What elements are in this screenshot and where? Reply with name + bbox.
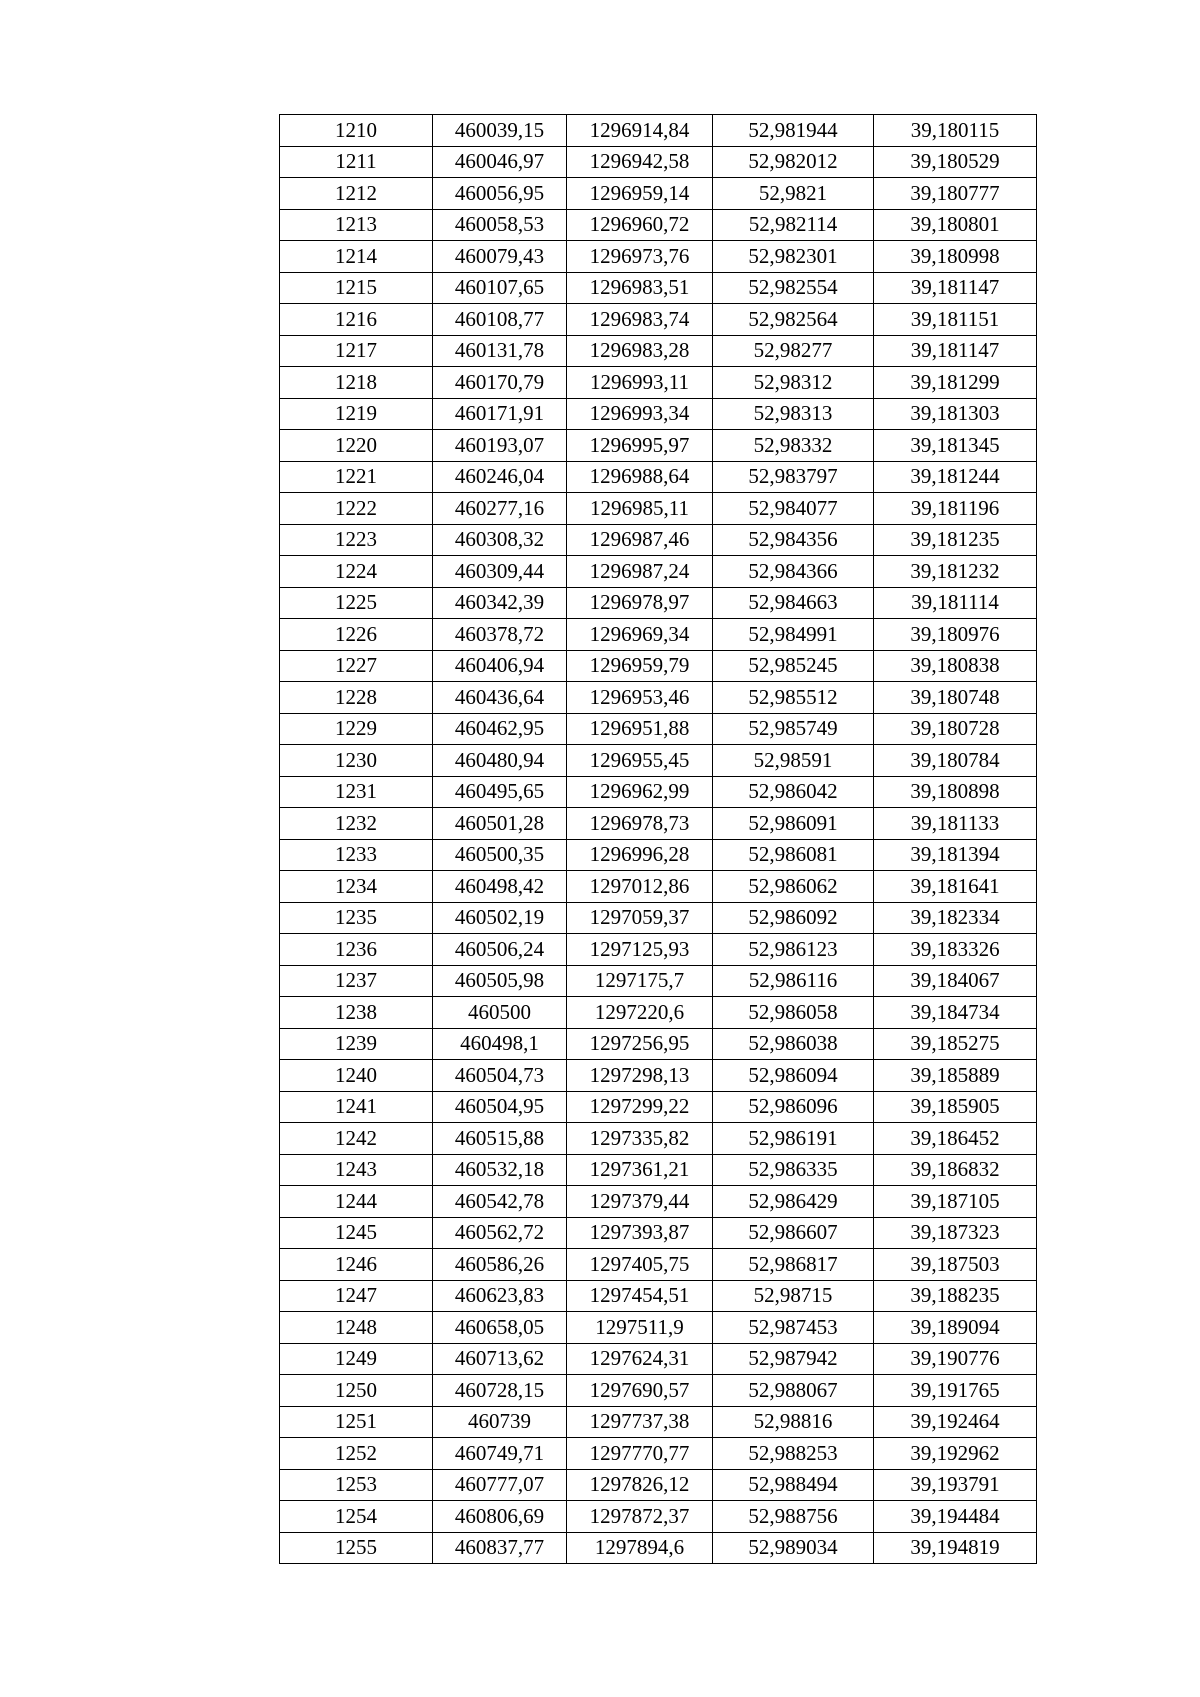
table-row <box>280 745 1037 777</box>
y-coordinate-cell: 1296959,79 <box>567 650 713 682</box>
y-coordinate-cell: 1296983,28 <box>567 335 713 367</box>
y-coordinate-cell: 1296973,76 <box>567 241 713 273</box>
x-coordinate-cell: 460504,95 <box>433 1091 567 1123</box>
latitude-cell: 52,986096 <box>713 1091 874 1123</box>
x-coordinate-cell: 460056,95 <box>433 178 567 210</box>
longitude-cell: 39,192464 <box>874 1406 1037 1438</box>
point-number-cell: 1225 <box>280 587 433 619</box>
longitude-cell: 39,180728 <box>874 713 1037 745</box>
longitude-cell: 39,187503 <box>874 1249 1037 1281</box>
latitude-cell: 52,986116 <box>713 965 874 997</box>
longitude-cell: 39,194819 <box>874 1532 1037 1564</box>
point-number-cell: 1247 <box>280 1280 433 1312</box>
latitude-cell: 52,988494 <box>713 1469 874 1501</box>
y-coordinate-cell: 1296987,24 <box>567 556 713 588</box>
latitude-cell: 52,982114 <box>713 209 874 241</box>
latitude-cell: 52,985245 <box>713 650 874 682</box>
point-number-cell: 1254 <box>280 1501 433 1533</box>
table-row <box>280 430 1037 462</box>
x-coordinate-cell: 460480,94 <box>433 745 567 777</box>
y-coordinate-cell: 1297256,95 <box>567 1028 713 1060</box>
point-number-cell: 1255 <box>280 1532 433 1564</box>
x-coordinate-cell: 460495,65 <box>433 776 567 808</box>
point-number-cell: 1217 <box>280 335 433 367</box>
longitude-cell: 39,181196 <box>874 493 1037 525</box>
longitude-cell: 39,180998 <box>874 241 1037 273</box>
point-number-cell: 1222 <box>280 493 433 525</box>
table-row <box>280 682 1037 714</box>
y-coordinate-cell: 1297335,82 <box>567 1123 713 1155</box>
latitude-cell: 52,981944 <box>713 115 874 147</box>
longitude-cell: 39,185889 <box>874 1060 1037 1092</box>
table-row <box>280 272 1037 304</box>
latitude-cell: 52,9821 <box>713 178 874 210</box>
longitude-cell: 39,181299 <box>874 367 1037 399</box>
table-row <box>280 1280 1037 1312</box>
longitude-cell: 39,184734 <box>874 997 1037 1029</box>
point-number-cell: 1237 <box>280 965 433 997</box>
latitude-cell: 52,986081 <box>713 839 874 871</box>
point-number-cell: 1236 <box>280 934 433 966</box>
point-number-cell: 1232 <box>280 808 433 840</box>
y-coordinate-cell: 1297220,6 <box>567 997 713 1029</box>
y-coordinate-cell: 1297690,57 <box>567 1375 713 1407</box>
longitude-cell: 39,180784 <box>874 745 1037 777</box>
table-row <box>280 619 1037 651</box>
longitude-cell: 39,185275 <box>874 1028 1037 1060</box>
y-coordinate-cell: 1297361,21 <box>567 1154 713 1186</box>
y-coordinate-cell: 1296987,46 <box>567 524 713 556</box>
latitude-cell: 52,98591 <box>713 745 874 777</box>
latitude-cell: 52,986607 <box>713 1217 874 1249</box>
x-coordinate-cell: 460107,65 <box>433 272 567 304</box>
x-coordinate-cell: 460170,79 <box>433 367 567 399</box>
x-coordinate-cell: 460406,94 <box>433 650 567 682</box>
x-coordinate-cell: 460728,15 <box>433 1375 567 1407</box>
y-coordinate-cell: 1296978,97 <box>567 587 713 619</box>
table-row <box>280 1469 1037 1501</box>
x-coordinate-cell: 460079,43 <box>433 241 567 273</box>
x-coordinate-cell: 460498,42 <box>433 871 567 903</box>
longitude-cell: 39,181244 <box>874 461 1037 493</box>
latitude-cell: 52,98816 <box>713 1406 874 1438</box>
x-coordinate-cell: 460749,71 <box>433 1438 567 1470</box>
table-row <box>280 493 1037 525</box>
latitude-cell: 52,984663 <box>713 587 874 619</box>
table-row <box>280 115 1037 147</box>
x-coordinate-cell: 460562,72 <box>433 1217 567 1249</box>
latitude-cell: 52,984991 <box>713 619 874 651</box>
latitude-cell: 52,986123 <box>713 934 874 966</box>
x-coordinate-cell: 460586,26 <box>433 1249 567 1281</box>
point-number-cell: 1212 <box>280 178 433 210</box>
x-coordinate-cell: 460837,77 <box>433 1532 567 1564</box>
x-coordinate-cell: 460246,04 <box>433 461 567 493</box>
x-coordinate-cell: 460806,69 <box>433 1501 567 1533</box>
y-coordinate-cell: 1297393,87 <box>567 1217 713 1249</box>
longitude-cell: 39,180777 <box>874 178 1037 210</box>
latitude-cell: 52,989034 <box>713 1532 874 1564</box>
point-number-cell: 1239 <box>280 1028 433 1060</box>
point-number-cell: 1213 <box>280 209 433 241</box>
y-coordinate-cell: 1296993,34 <box>567 398 713 430</box>
y-coordinate-cell: 1296962,99 <box>567 776 713 808</box>
longitude-cell: 39,194484 <box>874 1501 1037 1533</box>
x-coordinate-cell: 460500,35 <box>433 839 567 871</box>
x-coordinate-cell: 460058,53 <box>433 209 567 241</box>
latitude-cell: 52,988253 <box>713 1438 874 1470</box>
longitude-cell: 39,186452 <box>874 1123 1037 1155</box>
x-coordinate-cell: 460713,62 <box>433 1343 567 1375</box>
latitude-cell: 52,984366 <box>713 556 874 588</box>
x-coordinate-cell: 460308,32 <box>433 524 567 556</box>
longitude-cell: 39,185905 <box>874 1091 1037 1123</box>
y-coordinate-cell: 1296960,72 <box>567 209 713 241</box>
table-row <box>280 1060 1037 1092</box>
y-coordinate-cell: 1296983,74 <box>567 304 713 336</box>
longitude-cell: 39,181151 <box>874 304 1037 336</box>
point-number-cell: 1211 <box>280 146 433 178</box>
point-number-cell: 1219 <box>280 398 433 430</box>
y-coordinate-cell: 1296978,73 <box>567 808 713 840</box>
point-number-cell: 1218 <box>280 367 433 399</box>
table-row <box>280 1375 1037 1407</box>
y-coordinate-cell: 1297298,13 <box>567 1060 713 1092</box>
x-coordinate-cell: 460342,39 <box>433 587 567 619</box>
longitude-cell: 39,181303 <box>874 398 1037 430</box>
x-coordinate-cell: 460039,15 <box>433 115 567 147</box>
table-row <box>280 1501 1037 1533</box>
point-number-cell: 1228 <box>280 682 433 714</box>
x-coordinate-cell: 460501,28 <box>433 808 567 840</box>
latitude-cell: 52,987942 <box>713 1343 874 1375</box>
latitude-cell: 52,98313 <box>713 398 874 430</box>
longitude-cell: 39,188235 <box>874 1280 1037 1312</box>
longitude-cell: 39,180748 <box>874 682 1037 714</box>
table-row <box>280 1123 1037 1155</box>
longitude-cell: 39,190776 <box>874 1343 1037 1375</box>
latitude-cell: 52,98332 <box>713 430 874 462</box>
x-coordinate-cell: 460623,83 <box>433 1280 567 1312</box>
y-coordinate-cell: 1296988,64 <box>567 461 713 493</box>
table-row <box>280 902 1037 934</box>
table-row <box>280 1438 1037 1470</box>
table-row <box>280 556 1037 588</box>
longitude-cell: 39,180801 <box>874 209 1037 241</box>
table-row <box>280 1028 1037 1060</box>
y-coordinate-cell: 1297624,31 <box>567 1343 713 1375</box>
coordinates-table <box>279 114 1037 1564</box>
y-coordinate-cell: 1297405,75 <box>567 1249 713 1281</box>
point-number-cell: 1224 <box>280 556 433 588</box>
y-coordinate-cell: 1297175,7 <box>567 965 713 997</box>
table-row <box>280 1312 1037 1344</box>
table-row <box>280 934 1037 966</box>
longitude-cell: 39,182334 <box>874 902 1037 934</box>
x-coordinate-cell: 460542,78 <box>433 1186 567 1218</box>
table-row <box>280 839 1037 871</box>
y-coordinate-cell: 1296985,11 <box>567 493 713 525</box>
table-row <box>280 241 1037 273</box>
point-number-cell: 1238 <box>280 997 433 1029</box>
point-number-cell: 1221 <box>280 461 433 493</box>
point-number-cell: 1227 <box>280 650 433 682</box>
point-number-cell: 1251 <box>280 1406 433 1438</box>
latitude-cell: 52,987453 <box>713 1312 874 1344</box>
table-row <box>280 524 1037 556</box>
point-number-cell: 1214 <box>280 241 433 273</box>
table-row <box>280 1186 1037 1218</box>
table-row <box>280 713 1037 745</box>
point-number-cell: 1229 <box>280 713 433 745</box>
y-coordinate-cell: 1296995,97 <box>567 430 713 462</box>
latitude-cell: 52,98277 <box>713 335 874 367</box>
x-coordinate-cell: 460436,64 <box>433 682 567 714</box>
latitude-cell: 52,986092 <box>713 902 874 934</box>
longitude-cell: 39,181345 <box>874 430 1037 462</box>
latitude-cell: 52,986191 <box>713 1123 874 1155</box>
latitude-cell: 52,986062 <box>713 871 874 903</box>
latitude-cell: 52,986042 <box>713 776 874 808</box>
y-coordinate-cell: 1296969,34 <box>567 619 713 651</box>
table-row <box>280 587 1037 619</box>
latitude-cell: 52,985512 <box>713 682 874 714</box>
x-coordinate-cell: 460462,95 <box>433 713 567 745</box>
longitude-cell: 39,183326 <box>874 934 1037 966</box>
x-coordinate-cell: 460108,77 <box>433 304 567 336</box>
coordinates-table-body <box>280 115 1037 1564</box>
table-row <box>280 1217 1037 1249</box>
point-number-cell: 1242 <box>280 1123 433 1155</box>
x-coordinate-cell: 460739 <box>433 1406 567 1438</box>
point-number-cell: 1253 <box>280 1469 433 1501</box>
point-number-cell: 1244 <box>280 1186 433 1218</box>
latitude-cell: 52,986091 <box>713 808 874 840</box>
y-coordinate-cell: 1296959,14 <box>567 178 713 210</box>
x-coordinate-cell: 460777,07 <box>433 1469 567 1501</box>
y-coordinate-cell: 1296914,84 <box>567 115 713 147</box>
table-row <box>280 997 1037 1029</box>
longitude-cell: 39,180115 <box>874 115 1037 147</box>
point-number-cell: 1240 <box>280 1060 433 1092</box>
longitude-cell: 39,191765 <box>874 1375 1037 1407</box>
y-coordinate-cell: 1296953,46 <box>567 682 713 714</box>
x-coordinate-cell: 460504,73 <box>433 1060 567 1092</box>
table-row <box>280 965 1037 997</box>
y-coordinate-cell: 1297299,22 <box>567 1091 713 1123</box>
point-number-cell: 1235 <box>280 902 433 934</box>
y-coordinate-cell: 1297511,9 <box>567 1312 713 1344</box>
point-number-cell: 1233 <box>280 839 433 871</box>
table-row <box>280 1532 1037 1564</box>
table-row <box>280 1406 1037 1438</box>
x-coordinate-cell: 460193,07 <box>433 430 567 462</box>
latitude-cell: 52,986094 <box>713 1060 874 1092</box>
longitude-cell: 39,184067 <box>874 965 1037 997</box>
latitude-cell: 52,988067 <box>713 1375 874 1407</box>
longitude-cell: 39,193791 <box>874 1469 1037 1501</box>
point-number-cell: 1243 <box>280 1154 433 1186</box>
point-number-cell: 1241 <box>280 1091 433 1123</box>
table-row <box>280 367 1037 399</box>
latitude-cell: 52,984356 <box>713 524 874 556</box>
latitude-cell: 52,98715 <box>713 1280 874 1312</box>
latitude-cell: 52,986429 <box>713 1186 874 1218</box>
point-number-cell: 1245 <box>280 1217 433 1249</box>
y-coordinate-cell: 1297125,93 <box>567 934 713 966</box>
latitude-cell: 52,98312 <box>713 367 874 399</box>
y-coordinate-cell: 1297012,86 <box>567 871 713 903</box>
point-number-cell: 1230 <box>280 745 433 777</box>
x-coordinate-cell: 460505,98 <box>433 965 567 997</box>
x-coordinate-cell: 460500 <box>433 997 567 1029</box>
x-coordinate-cell: 460171,91 <box>433 398 567 430</box>
table-row <box>280 146 1037 178</box>
point-number-cell: 1215 <box>280 272 433 304</box>
latitude-cell: 52,986038 <box>713 1028 874 1060</box>
y-coordinate-cell: 1297379,44 <box>567 1186 713 1218</box>
longitude-cell: 39,181147 <box>874 272 1037 304</box>
longitude-cell: 39,181133 <box>874 808 1037 840</box>
latitude-cell: 52,982554 <box>713 272 874 304</box>
point-number-cell: 1250 <box>280 1375 433 1407</box>
table-row <box>280 871 1037 903</box>
x-coordinate-cell: 460309,44 <box>433 556 567 588</box>
x-coordinate-cell: 460046,97 <box>433 146 567 178</box>
point-number-cell: 1248 <box>280 1312 433 1344</box>
longitude-cell: 39,181235 <box>874 524 1037 556</box>
latitude-cell: 52,982012 <box>713 146 874 178</box>
table-row <box>280 335 1037 367</box>
longitude-cell: 39,192962 <box>874 1438 1037 1470</box>
table-row <box>280 808 1037 840</box>
x-coordinate-cell: 460378,72 <box>433 619 567 651</box>
latitude-cell: 52,983797 <box>713 461 874 493</box>
y-coordinate-cell: 1297872,37 <box>567 1501 713 1533</box>
longitude-cell: 39,180976 <box>874 619 1037 651</box>
x-coordinate-cell: 460515,88 <box>433 1123 567 1155</box>
x-coordinate-cell: 460277,16 <box>433 493 567 525</box>
y-coordinate-cell: 1296996,28 <box>567 839 713 871</box>
longitude-cell: 39,181394 <box>874 839 1037 871</box>
table-row <box>280 776 1037 808</box>
point-number-cell: 1231 <box>280 776 433 808</box>
longitude-cell: 39,180529 <box>874 146 1037 178</box>
table-row <box>280 650 1037 682</box>
x-coordinate-cell: 460532,18 <box>433 1154 567 1186</box>
y-coordinate-cell: 1296942,58 <box>567 146 713 178</box>
table-row <box>280 178 1037 210</box>
longitude-cell: 39,187323 <box>874 1217 1037 1249</box>
y-coordinate-cell: 1297826,12 <box>567 1469 713 1501</box>
table-row <box>280 461 1037 493</box>
x-coordinate-cell: 460131,78 <box>433 335 567 367</box>
latitude-cell: 52,986058 <box>713 997 874 1029</box>
point-number-cell: 1220 <box>280 430 433 462</box>
y-coordinate-cell: 1297894,6 <box>567 1532 713 1564</box>
point-number-cell: 1249 <box>280 1343 433 1375</box>
y-coordinate-cell: 1297454,51 <box>567 1280 713 1312</box>
x-coordinate-cell: 460658,05 <box>433 1312 567 1344</box>
point-number-cell: 1216 <box>280 304 433 336</box>
longitude-cell: 39,181232 <box>874 556 1037 588</box>
longitude-cell: 39,181641 <box>874 871 1037 903</box>
longitude-cell: 39,180898 <box>874 776 1037 808</box>
x-coordinate-cell: 460502,19 <box>433 902 567 934</box>
y-coordinate-cell: 1297737,38 <box>567 1406 713 1438</box>
table-row <box>280 1091 1037 1123</box>
table-row <box>280 1343 1037 1375</box>
point-number-cell: 1223 <box>280 524 433 556</box>
latitude-cell: 52,986817 <box>713 1249 874 1281</box>
y-coordinate-cell: 1297770,77 <box>567 1438 713 1470</box>
table-row <box>280 209 1037 241</box>
point-number-cell: 1246 <box>280 1249 433 1281</box>
longitude-cell: 39,186832 <box>874 1154 1037 1186</box>
point-number-cell: 1234 <box>280 871 433 903</box>
y-coordinate-cell: 1296993,11 <box>567 367 713 399</box>
point-number-cell: 1252 <box>280 1438 433 1470</box>
latitude-cell: 52,982564 <box>713 304 874 336</box>
longitude-cell: 39,187105 <box>874 1186 1037 1218</box>
point-number-cell: 1210 <box>280 115 433 147</box>
y-coordinate-cell: 1296951,88 <box>567 713 713 745</box>
y-coordinate-cell: 1296955,45 <box>567 745 713 777</box>
longitude-cell: 39,181114 <box>874 587 1037 619</box>
table-row <box>280 304 1037 336</box>
latitude-cell: 52,982301 <box>713 241 874 273</box>
table-row <box>280 1249 1037 1281</box>
y-coordinate-cell: 1296983,51 <box>567 272 713 304</box>
longitude-cell: 39,180838 <box>874 650 1037 682</box>
point-number-cell: 1226 <box>280 619 433 651</box>
x-coordinate-cell: 460506,24 <box>433 934 567 966</box>
table-row <box>280 1154 1037 1186</box>
longitude-cell: 39,181147 <box>874 335 1037 367</box>
table-row <box>280 398 1037 430</box>
longitude-cell: 39,189094 <box>874 1312 1037 1344</box>
latitude-cell: 52,988756 <box>713 1501 874 1533</box>
y-coordinate-cell: 1297059,37 <box>567 902 713 934</box>
latitude-cell: 52,986335 <box>713 1154 874 1186</box>
latitude-cell: 52,985749 <box>713 713 874 745</box>
x-coordinate-cell: 460498,1 <box>433 1028 567 1060</box>
latitude-cell: 52,984077 <box>713 493 874 525</box>
